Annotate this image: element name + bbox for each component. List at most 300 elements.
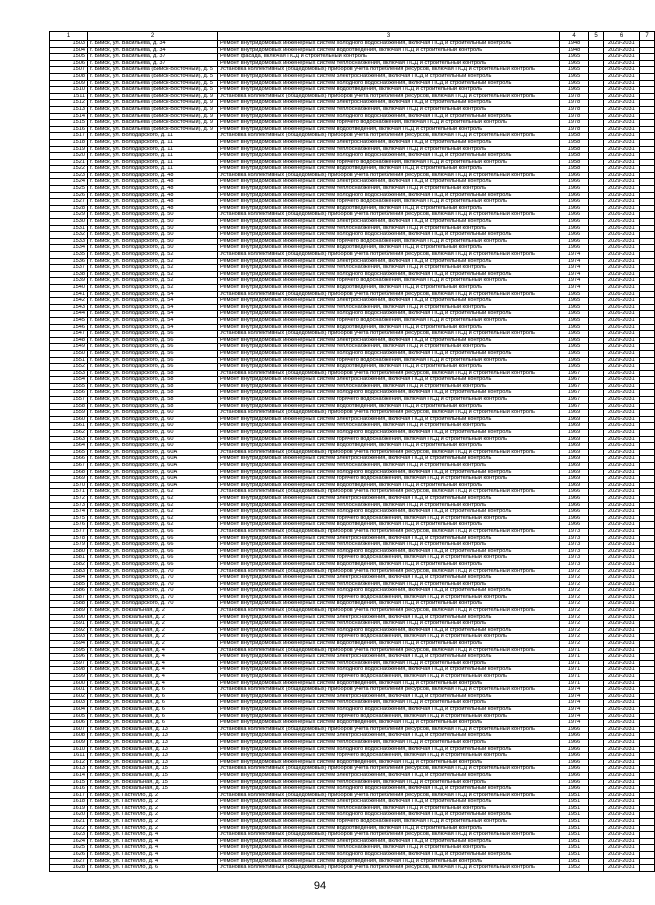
- empty-cell: [589, 423, 604, 430]
- empty-cell: [589, 54, 604, 61]
- empty-cell: [640, 93, 655, 100]
- row-number-cell: 1626: [50, 852, 88, 859]
- row-number-cell: 1616: [50, 786, 88, 793]
- empty-cell: [640, 786, 655, 793]
- year-cell: 1952: [560, 865, 589, 872]
- work-type-cell: Ремонт внутридомовых инженерных систем теплоснабжения, включая ПСД и строительный контроль: [218, 146, 560, 153]
- row-number-cell: 1590: [50, 614, 88, 621]
- empty-cell: [589, 825, 604, 832]
- period-cell: 2029-2031: [604, 733, 640, 740]
- period-cell: 2026-2031: [604, 324, 640, 331]
- empty-cell: [640, 126, 655, 133]
- row-number-cell: 1617: [50, 792, 88, 799]
- row-number-cell: 1574: [50, 509, 88, 516]
- empty-cell: [640, 60, 655, 67]
- period-cell: 2029-2031: [604, 588, 640, 595]
- row-number-cell: 1593: [50, 634, 88, 641]
- empty-cell: [640, 219, 655, 226]
- address-cell: г. Бийск, ул. Гастелло, д. 2: [88, 812, 218, 819]
- empty-cell: [589, 113, 604, 120]
- work-type-cell: Установка коллективных (общедомовых) приборов учета потребления ресурсов, включая ПСД и строительный контроль: [218, 792, 560, 799]
- address-cell: г. Бийск, ул. Гастелло, д. 4: [88, 852, 218, 859]
- work-type-cell: Ремонт фасада, включая ПСД и строительный контроль: [218, 54, 560, 61]
- work-type-cell: Ремонт внутридомовых инженерных систем электроснабжения, включая ПСД и строительный контроль: [218, 139, 560, 146]
- work-type-cell: Ремонт внутридомовых инженерных систем водоотведения, включая ПСД и строительный контроль: [218, 759, 560, 766]
- empty-cell: [589, 146, 604, 153]
- year-cell: 1978: [560, 120, 589, 127]
- address-cell: г. Бийск, ул. Володарского, д. 54: [88, 311, 218, 318]
- work-type-cell: Ремонт внутридомовых инженерных систем теплоснабжения, включая ПСД и строительный контроль: [218, 700, 560, 707]
- empty-cell: [589, 535, 604, 542]
- row-number-cell: 1608: [50, 733, 88, 740]
- empty-cell: [640, 489, 655, 496]
- year-cell: 1966: [560, 772, 589, 779]
- year-cell: 1972: [560, 614, 589, 621]
- period-cell: 2029-2031: [604, 865, 640, 872]
- address-cell: г. Бийск, ул. Володарского, д. 52: [88, 278, 218, 285]
- empty-cell: [640, 199, 655, 206]
- year-cell: 1974: [560, 700, 589, 707]
- empty-cell: [589, 456, 604, 463]
- year-cell: 1958: [560, 159, 589, 166]
- period-cell: 2029-2031: [604, 746, 640, 753]
- work-type-cell: Ремонт внутридомовых инженерных систем холодного водоснабжения, включая ПСД и строительный контроль: [218, 548, 560, 555]
- empty-cell: [589, 67, 604, 74]
- empty-cell: [640, 331, 655, 338]
- row-number-cell: 1539: [50, 278, 88, 285]
- year-cell: 1966: [560, 733, 589, 740]
- empty-cell: [640, 364, 655, 371]
- year-cell: 1969: [560, 410, 589, 417]
- row-number-cell: 1567: [50, 463, 88, 470]
- row-number-cell: 1628: [50, 865, 88, 872]
- work-type-cell: Ремонт внутридомовых инженерных систем водоотведения, включая ПСД и строительный контроль: [218, 126, 560, 133]
- empty-cell: [589, 463, 604, 470]
- empty-cell: [589, 700, 604, 707]
- row-number-cell: 1619: [50, 805, 88, 812]
- empty-cell: [589, 542, 604, 549]
- row-number-cell: 1611: [50, 753, 88, 760]
- address-cell: г. Бийск, ул. Васильева, д. 34: [88, 47, 218, 54]
- year-cell: 1966: [560, 759, 589, 766]
- work-type-cell: Ремонт внутридомовых инженерных систем горячего водоснабжения, включая ПСД и строительный контроль: [218, 199, 560, 206]
- work-type-cell: Ремонт внутридомовых инженерных систем электроснабжения, включая ПСД и строительный контроль: [218, 535, 560, 542]
- empty-cell: [640, 258, 655, 265]
- year-cell: 1971: [560, 667, 589, 674]
- work-type-cell: Ремонт внутридомовых инженерных систем водоотведения, включая ПСД и строительный контроль: [218, 245, 560, 252]
- year-cell: 1974: [560, 693, 589, 700]
- period-cell: 2026-2031: [604, 219, 640, 226]
- year-cell: 1966: [560, 726, 589, 733]
- empty-cell: [589, 687, 604, 694]
- program-table: [49, 31, 655, 872]
- empty-cell: [640, 634, 655, 641]
- work-type-cell: Ремонт внутридомовых инженерных систем электроснабжения, включая ПСД и строительный контроль: [218, 416, 560, 423]
- year-cell: 1972: [560, 594, 589, 601]
- empty-cell: [589, 383, 604, 390]
- period-cell: 2029-2031: [604, 581, 640, 588]
- empty-cell: [640, 568, 655, 575]
- empty-cell: [640, 555, 655, 562]
- row-number-cell: 1597: [50, 660, 88, 667]
- work-type-cell: Ремонт внутридомовых инженерных систем холодного водоснабжения, включая ПСД и строительный контроль: [218, 390, 560, 397]
- empty-cell: [589, 561, 604, 568]
- year-cell: 1978: [560, 113, 589, 120]
- address-cell: г. Бийск, ул. Вокзальная, д. 13: [88, 739, 218, 746]
- empty-cell: [640, 291, 655, 298]
- empty-cell: [589, 87, 604, 94]
- row-number-cell: 1603: [50, 700, 88, 707]
- empty-cell: [589, 377, 604, 384]
- empty-cell: [589, 555, 604, 562]
- year-cell: 1969: [560, 423, 589, 430]
- row-number-cell: 1528: [50, 205, 88, 212]
- empty-cell: [640, 153, 655, 160]
- work-type-cell: Ремонт внутридомовых инженерных систем водоотведения, включая ПСД и строительный контроль: [218, 561, 560, 568]
- row-number-cell: 1563: [50, 436, 88, 443]
- table-row: [50, 772, 655, 779]
- empty-cell: [589, 41, 604, 48]
- address-cell: г. Бийск, ул. Володарского, д. 70: [88, 568, 218, 575]
- period-cell: 2026-2031: [604, 291, 640, 298]
- period-cell: 2026-2031: [604, 430, 640, 437]
- header-cell-6: 6: [604, 32, 640, 41]
- empty-cell: [640, 166, 655, 173]
- period-cell: 2026-2031: [604, 720, 640, 727]
- address-cell: г. Бийск, ул. Вокзальная, д. 6: [88, 700, 218, 707]
- empty-cell: [640, 324, 655, 331]
- year-cell: 1951: [560, 858, 589, 865]
- period-cell: 2029-2031: [604, 192, 640, 199]
- period-cell: 2029-2031: [604, 575, 640, 582]
- row-number-cell: 1517: [50, 133, 88, 140]
- work-type-cell: Установка коллективных (общедомовых) приборов учета потребления ресурсов, включая ПСД и строительный контроль: [218, 133, 560, 140]
- address-cell: г. Бийск, ул. Володарского, д. 56: [88, 357, 218, 364]
- empty-cell: [589, 693, 604, 700]
- empty-cell: [640, 403, 655, 410]
- work-type-cell: Установка коллективных (общедомовых) приборов учета потребления ресурсов, включая ПСД и строительный контроль: [218, 410, 560, 417]
- row-number-cell: 1548: [50, 337, 88, 344]
- row-number-cell: 1509: [50, 80, 88, 87]
- work-type-cell: Ремонт внутридомовых инженерных систем теплоснабжения, включая ПСД и строительный контроль: [218, 845, 560, 852]
- address-cell: г. Бийск, ул. Володарского, д. 66: [88, 561, 218, 568]
- work-type-cell: Установка коллективных (общедомовых) приборов учета потребления ресурсов, включая ПСД и строительный контроль: [218, 766, 560, 773]
- period-cell: 2029-2031: [604, 542, 640, 549]
- empty-cell: [640, 476, 655, 483]
- work-type-cell: Ремонт внутридомовых инженерных систем теплоснабжения, включая ПСД и строительный контроль: [218, 621, 560, 628]
- year-cell: 1969: [560, 443, 589, 450]
- row-number-cell: 1552: [50, 364, 88, 371]
- empty-cell: [640, 680, 655, 687]
- work-type-cell: Ремонт внутридомовых инженерных систем теплоснабжения, включая ПСД и строительный контроль: [218, 383, 560, 390]
- year-cell: 1973: [560, 561, 589, 568]
- empty-cell: [640, 766, 655, 773]
- row-number-cell: 1550: [50, 350, 88, 357]
- empty-cell: [589, 47, 604, 54]
- work-type-cell: Ремонт внутридомовых инженерных систем электроснабжения, включая ПСД и строительный контроль: [218, 838, 560, 845]
- empty-cell: [640, 139, 655, 146]
- row-number-cell: 1514: [50, 113, 88, 120]
- period-cell: 2029-2031: [604, 858, 640, 865]
- address-cell: г. Бийск, ул. Володарского, д. 62: [88, 522, 218, 529]
- empty-cell: [640, 522, 655, 529]
- work-type-cell: Установка коллективных (общедомовых) приборов учета потребления ресурсов, включая ПСД и строительный контроль: [218, 449, 560, 456]
- empty-cell: [589, 515, 604, 522]
- period-cell: 2029-2031: [604, 495, 640, 502]
- empty-cell: [589, 680, 604, 687]
- year-cell: 1973: [560, 542, 589, 549]
- empty-cell: [589, 265, 604, 272]
- address-cell: г. Бийск, ул. Вокзальная, д. 4: [88, 647, 218, 654]
- table-body: [50, 41, 655, 872]
- period-cell: 2029-2031: [604, 667, 640, 674]
- empty-cell: [640, 449, 655, 456]
- header-cell-3: 3: [218, 32, 560, 41]
- address-cell: г. Бийск, ул. Володарского, д. 58: [88, 377, 218, 384]
- row-number-cell: 1533: [50, 238, 88, 245]
- year-cell: 1974: [560, 713, 589, 720]
- year-cell: 1972: [560, 641, 589, 648]
- empty-cell: [640, 713, 655, 720]
- empty-cell: [589, 100, 604, 107]
- empty-cell: [640, 298, 655, 305]
- work-type-cell: Ремонт внутридомовых инженерных систем горячего водоснабжения, включая ПСД и строительный контроль: [218, 819, 560, 826]
- address-cell: г. Бийск, ул. Васильева (Бийск-Восточный), д. 5: [88, 87, 218, 94]
- row-number-cell: 1625: [50, 845, 88, 852]
- period-cell: 2029-2031: [604, 179, 640, 186]
- work-type-cell: Ремонт внутридомовых инженерных систем водоотведения, включая ПСД и строительный контроль: [218, 482, 560, 489]
- period-cell: 2029-2031: [604, 93, 640, 100]
- period-cell: 2029-2031: [604, 449, 640, 456]
- empty-cell: [589, 219, 604, 226]
- address-cell: г. Бийск, ул. Володарского, д. 62: [88, 515, 218, 522]
- row-number-cell: 1562: [50, 430, 88, 437]
- row-number-cell: 1585: [50, 581, 88, 588]
- period-cell: 2026-2031: [604, 238, 640, 245]
- period-cell: 2029-2031: [604, 153, 640, 160]
- work-type-cell: Ремонт внутридомовых инженерных систем холодного водоснабжения, включая ПСД и строительный контроль: [218, 469, 560, 476]
- year-cell: 1958: [560, 166, 589, 173]
- empty-cell: [640, 205, 655, 212]
- empty-cell: [589, 120, 604, 127]
- empty-cell: [589, 720, 604, 727]
- address-cell: г. Бийск, ул. Володарского, д. 11: [88, 153, 218, 160]
- address-cell: г. Бийск, ул. Вокзальная, д. 15: [88, 772, 218, 779]
- year-cell: 1951: [560, 812, 589, 819]
- address-cell: г. Бийск, ул. Гастелло, д. 6: [88, 865, 218, 872]
- period-cell: 2026-2031: [604, 212, 640, 219]
- year-cell: 1972: [560, 575, 589, 582]
- address-cell: г. Бийск, ул. Васильева, д. 37: [88, 60, 218, 67]
- row-number-cell: 1605: [50, 713, 88, 720]
- work-type-cell: Ремонт внутридомовых инженерных систем холодного водоснабжения, включая ПСД и строительный контроль: [218, 509, 560, 516]
- work-type-cell: Ремонт внутридомовых инженерных систем горячего водоснабжения, включая ПСД и строительный контроль: [218, 397, 560, 404]
- year-cell: 1972: [560, 581, 589, 588]
- empty-cell: [589, 495, 604, 502]
- empty-cell: [589, 792, 604, 799]
- period-cell: 2029-2031: [604, 172, 640, 179]
- row-number-cell: 1532: [50, 232, 88, 239]
- address-cell: г. Бийск, ул. Володарского, д. 50: [88, 219, 218, 226]
- row-number-cell: 1518: [50, 139, 88, 146]
- work-type-cell: Ремонт внутридомовых инженерных систем электроснабжения, включая ПСД и строительный контроль: [218, 179, 560, 186]
- empty-cell: [640, 106, 655, 113]
- empty-cell: [640, 700, 655, 707]
- work-type-cell: Ремонт внутридомовых инженерных систем электроснабжения, включая ПСД и строительный контроль: [218, 73, 560, 80]
- row-number-cell: 1618: [50, 799, 88, 806]
- empty-cell: [640, 278, 655, 285]
- year-cell: 1966: [560, 186, 589, 193]
- row-number-cell: 1581: [50, 555, 88, 562]
- empty-cell: [589, 858, 604, 865]
- period-cell: 2029-2031: [604, 528, 640, 535]
- row-number-cell: 1531: [50, 225, 88, 232]
- address-cell: г. Бийск, ул. Вокзальная, д. 2: [88, 621, 218, 628]
- period-cell: 2029-2031: [604, 753, 640, 760]
- work-type-cell: Ремонт внутридомовых инженерных систем горячего водоснабжения, включая ПСД и строительный контроль: [218, 278, 560, 285]
- work-type-cell: Ремонт внутридомовых инженерных систем водоотведения, включая ПСД и строительный контроль: [218, 87, 560, 94]
- empty-cell: [640, 733, 655, 740]
- empty-cell: [589, 159, 604, 166]
- row-number-cell: 1602: [50, 693, 88, 700]
- address-cell: г. Бийск, ул. Володарского, д. 56: [88, 350, 218, 357]
- empty-cell: [640, 456, 655, 463]
- address-cell: г. Бийск, ул. Володарского, д. 60: [88, 423, 218, 430]
- address-cell: г. Бийск, ул. Володарского, д. 62: [88, 502, 218, 509]
- period-cell: 2029-2031: [604, 120, 640, 127]
- empty-cell: [640, 674, 655, 681]
- work-type-cell: Ремонт внутридомовых инженерных систем холодного водоснабжения, включая ПСД и строительный контроль: [218, 113, 560, 120]
- empty-cell: [640, 317, 655, 324]
- address-cell: г. Бийск, ул. Васильева (Бийск-Восточный), д. 9: [88, 100, 218, 107]
- period-cell: 2029-2031: [604, 555, 640, 562]
- row-number-cell: 1560: [50, 416, 88, 423]
- address-cell: г. Бийск, ул. Володарского, д. 56: [88, 337, 218, 344]
- empty-cell: [640, 463, 655, 470]
- address-cell: г. Бийск, ул. Васильева, д. 37: [88, 54, 218, 61]
- empty-cell: [640, 73, 655, 80]
- work-type-cell: Ремонт внутридомовых инженерных систем горячего водоснабжения, включая ПСД и строительный контроль: [218, 634, 560, 641]
- year-cell: 1965: [560, 324, 589, 331]
- work-type-cell: Ремонт внутридомовых инженерных систем горячего водоснабжения, включая ПСД и строительный контроль: [218, 357, 560, 364]
- work-type-cell: Ремонт внутридомовых инженерных систем теплоснабжения, включая ПСД и строительный контроль: [218, 581, 560, 588]
- address-cell: г. Бийск, ул. Володарского, д. 58: [88, 383, 218, 390]
- empty-cell: [589, 713, 604, 720]
- address-cell: г. Бийск, ул. Володарского, д. 54: [88, 304, 218, 311]
- address-cell: г. Бийск, ул. Вокзальная, д. 4: [88, 667, 218, 674]
- work-type-cell: Ремонт внутридомовых инженерных систем теплоснабжения, включая ПСД и строительный контроль: [218, 225, 560, 232]
- empty-cell: [589, 799, 604, 806]
- period-cell: 2029-2031: [604, 627, 640, 634]
- year-cell: 1967: [560, 383, 589, 390]
- empty-cell: [589, 621, 604, 628]
- row-number-cell: 1587: [50, 594, 88, 601]
- period-cell: 2029-2031: [604, 641, 640, 648]
- empty-cell: [640, 344, 655, 351]
- empty-cell: [640, 159, 655, 166]
- empty-cell: [640, 838, 655, 845]
- empty-cell: [589, 608, 604, 615]
- address-cell: г. Бийск, ул. Володарского, д. 70: [88, 601, 218, 608]
- address-cell: г. Бийск, ул. Володарского, д. 58: [88, 403, 218, 410]
- empty-cell: [589, 779, 604, 786]
- empty-cell: [640, 172, 655, 179]
- empty-cell: [589, 232, 604, 239]
- row-number-cell: 1541: [50, 291, 88, 298]
- year-cell: 1966: [560, 502, 589, 509]
- empty-cell: [640, 687, 655, 694]
- address-cell: г. Бийск, ул. Володарского, д. 52: [88, 265, 218, 272]
- work-type-cell: Ремонт внутридомовых инженерных систем холодного водоснабжения, включая ПСД и строительный контроль: [218, 812, 560, 819]
- address-cell: г. Бийск, ул. Володарского, д. 60: [88, 430, 218, 437]
- address-cell: г. Бийск, ул. Володарского, д. 48: [88, 192, 218, 199]
- row-number-cell: 1575: [50, 515, 88, 522]
- period-cell: 2029-2031: [604, 337, 640, 344]
- period-cell: 2029-2031: [604, 476, 640, 483]
- period-cell: 2026-2031: [604, 67, 640, 74]
- year-cell: 1973: [560, 548, 589, 555]
- year-cell: 1965: [560, 317, 589, 324]
- empty-cell: [589, 153, 604, 160]
- address-cell: г. Бийск, ул. Володарского, д. 54: [88, 291, 218, 298]
- period-cell: 2029-2031: [604, 100, 640, 107]
- address-cell: г. Бийск, ул. Гастелло, д. 2: [88, 819, 218, 826]
- year-cell: 1965: [560, 350, 589, 357]
- period-cell: 2029-2031: [604, 786, 640, 793]
- empty-cell: [589, 106, 604, 113]
- empty-cell: [589, 186, 604, 193]
- year-cell: 1973: [560, 535, 589, 542]
- year-cell: 1967: [560, 403, 589, 410]
- year-cell: 1969: [560, 436, 589, 443]
- empty-cell: [589, 594, 604, 601]
- empty-cell: [640, 495, 655, 502]
- empty-cell: [640, 608, 655, 615]
- empty-cell: [589, 60, 604, 67]
- empty-cell: [589, 568, 604, 575]
- period-cell: 2029-2031: [604, 812, 640, 819]
- row-number-cell: 1598: [50, 667, 88, 674]
- empty-cell: [640, 87, 655, 94]
- row-number-cell: 1556: [50, 390, 88, 397]
- empty-cell: [640, 120, 655, 127]
- row-number-cell: 1570: [50, 482, 88, 489]
- period-cell: 2029-2031: [604, 766, 640, 773]
- address-cell: г. Бийск, ул. Вокзальная, д. 13: [88, 733, 218, 740]
- period-cell: 2029-2031: [604, 80, 640, 87]
- year-cell: 1966: [560, 245, 589, 252]
- work-type-cell: Ремонт внутридомовых инженерных систем теплоснабжения, включая ПСД и строительный контроль: [218, 106, 560, 113]
- empty-cell: [589, 410, 604, 417]
- address-cell: г. Бийск, ул. Гастелло, д. 2: [88, 792, 218, 799]
- year-cell: 1974: [560, 284, 589, 291]
- row-number-cell: 1508: [50, 73, 88, 80]
- table-row: [50, 561, 655, 568]
- address-cell: г. Бийск, ул. Володарского, д. 60: [88, 436, 218, 443]
- address-cell: г. Бийск, ул. Володарского, д. 48: [88, 199, 218, 206]
- work-type-cell: Ремонт внутридомовых инженерных систем теплоснабжения, включая ПСД и строительный контроль: [218, 265, 560, 272]
- empty-cell: [640, 601, 655, 608]
- work-type-cell: Установка коллективных (общедомовых) приборов учета потребления ресурсов, включая ПСД и строительный контроль: [218, 370, 560, 377]
- empty-cell: [589, 634, 604, 641]
- empty-cell: [589, 199, 604, 206]
- row-number-cell: 1510: [50, 87, 88, 94]
- year-cell: 1958: [560, 133, 589, 140]
- work-type-cell: Ремонт внутридомовых инженерных систем горячего водоснабжения, включая ПСД и строительный контроль: [218, 555, 560, 562]
- empty-cell: [589, 324, 604, 331]
- address-cell: г. Бийск, ул. Володарского, д. 52: [88, 284, 218, 291]
- year-cell: 1971: [560, 660, 589, 667]
